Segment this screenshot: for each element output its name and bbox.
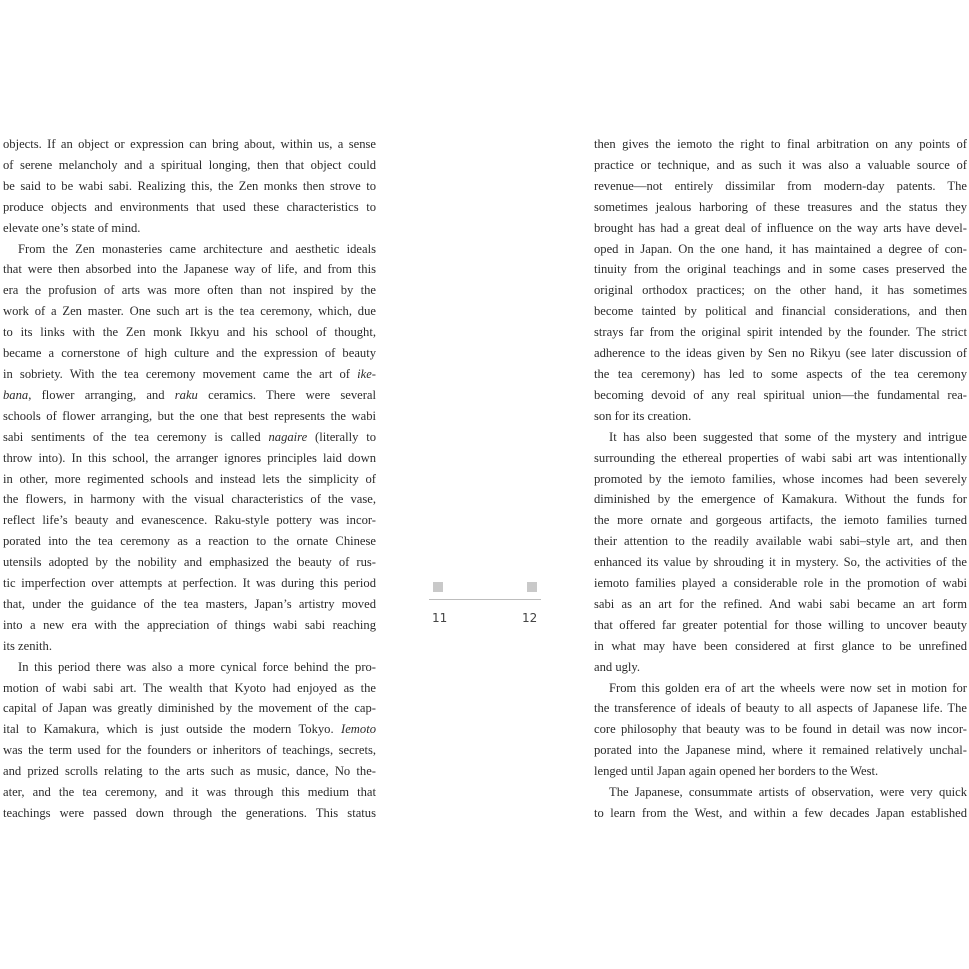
text-line-with-italic: in sobriety. With the tea ceremony movement came the art of ike- bbox=[3, 366, 376, 381]
text-line: in what may have been considered at first glance to be unrefined bbox=[594, 638, 967, 653]
text-line: core philosophy that beauty was to be found in detail was now incor- bbox=[594, 722, 967, 737]
text-line: to its links with the Zen monk Ikkyu and his school of thought, bbox=[3, 325, 376, 340]
text-line: strays far from the original spirit intended by the founder. The strict bbox=[594, 325, 967, 340]
text-line: enhanced its value by shrouding it in mystery. So, the activities of the bbox=[594, 555, 967, 570]
text-line: in other, more regimented schools and instead lets the simplicity of bbox=[3, 471, 376, 486]
folio-marker-right bbox=[527, 582, 537, 592]
text-line: elevate one’s state of mind. bbox=[3, 220, 141, 235]
text-line: brought has had a great deal of influence on the way arts have devel- bbox=[594, 220, 967, 235]
folio-marker-left bbox=[433, 582, 443, 592]
left-page-text bbox=[3, 134, 376, 824]
text-line: The Japanese, consummate artists of observation, were very quick bbox=[609, 785, 967, 800]
text-line: and prized scrolls relating to the arts such as music, dance, No the- bbox=[3, 764, 376, 779]
italic-term: nagaire bbox=[268, 429, 308, 444]
text-line: its zenith. bbox=[3, 638, 52, 653]
text-line: promoted by the iemoto families, whose incomes had been severely bbox=[594, 471, 967, 486]
right-page-text bbox=[594, 134, 967, 824]
text-line: era the profusion of arts was more often than not inspired by the bbox=[3, 283, 376, 298]
text-line-with-italic: bana, flower arranging, and raku ceramics. There were several bbox=[3, 387, 376, 402]
text-line: throw into). In this school, the arranger ignores principles laid down bbox=[3, 450, 376, 465]
folio-rule bbox=[429, 599, 541, 600]
text-line: became a cornerstone of high culture and the expression of beauty bbox=[3, 346, 376, 361]
text-line: be said to be wabi sabi. Realizing this, the Zen monks then strove to bbox=[3, 178, 376, 193]
text-line: to learn from the West, and within a few decades Japan established bbox=[594, 806, 967, 820]
text-line: and ugly. bbox=[594, 659, 641, 674]
text-line: practice or technique, and as such it was also a valuable source of bbox=[594, 157, 967, 172]
text-line: capital of Japan was greatly diminished by the movement of the cap- bbox=[3, 701, 376, 716]
text-line: that offered far greater potential for those willing to uncover beauty bbox=[594, 617, 967, 632]
text-line: revenue—not entirely dissimilar from modern-day patents. The bbox=[594, 178, 967, 193]
text-line: of serene melancholy and a spiritual longing, then that object could bbox=[3, 157, 376, 172]
text-line: surrounding the ethereal properties of wabi sabi art was intentionally bbox=[594, 450, 967, 465]
page-folio bbox=[429, 582, 541, 632]
text-line: lenged until Japan again opened her borders to the West. bbox=[594, 764, 879, 779]
text-line: produce objects and environments that used these characteristics to bbox=[3, 199, 376, 214]
text-line: porated into the Japanese mind, where it remained relatively unchal- bbox=[594, 743, 967, 758]
text-line: oped in Japan. On the one hand, it has maintained a degree of con- bbox=[594, 241, 967, 256]
page-number-left: 11 bbox=[432, 611, 448, 625]
text-line: the tea ceremony) has led to some aspects of the tea ceremony bbox=[594, 366, 967, 381]
text-line: son for its creation. bbox=[594, 408, 692, 423]
text-line: work of a Zen master. One such art is the tea ceremony, which, due bbox=[3, 304, 376, 319]
text-line-with-italic: ital to Kamakura, which is just outside the modern Tokyo. Iemoto bbox=[3, 722, 376, 737]
italic-term: Iemoto bbox=[341, 722, 376, 737]
text-line: tinuity from the original teachings and in some cases preserved the bbox=[594, 262, 967, 277]
text-line: then gives the iemoto the right to final arbitration on any points of bbox=[594, 137, 967, 151]
text-line: the more ornate and gorgeous artifacts, the iemoto families turned bbox=[594, 513, 967, 528]
text-line: iemoto families played a considerable role in the promotion of wabi bbox=[594, 576, 967, 591]
text-line: From the Zen monasteries came architecture and aesthetic ideals bbox=[18, 241, 376, 256]
italic-term: bana bbox=[3, 387, 29, 402]
italic-term: raku bbox=[174, 387, 198, 402]
page-number-right: 12 bbox=[522, 611, 538, 625]
text-line: porated into the tea ceremony as a reaction to the ornate Chinese bbox=[3, 534, 376, 549]
text-line: tic imperfection over attempts at perfection. It was during this period bbox=[3, 576, 376, 591]
text-line: was the term used for the founders or inheritors of teachings, secrets, bbox=[3, 743, 376, 758]
text-line: that, under the guidance of the tea masters, Japan’s artistry moved bbox=[3, 596, 376, 611]
text-line: From this golden era of art the wheels were now set in motion for bbox=[609, 680, 967, 695]
text-line: It has also been suggested that some of the mystery and intrigue bbox=[609, 429, 967, 444]
text-line: adherence to the ideas given by Sen no Rikyu (see later discussion of bbox=[594, 346, 967, 361]
text-line: the transference of ideals of beauty to all aspects of Japanese life. The bbox=[594, 701, 967, 716]
text-line: In this period there was also a more cynical force behind the pro- bbox=[18, 659, 376, 674]
text-line: utensils adopted by the nobility and emphasized the beauty of rus- bbox=[3, 555, 376, 570]
text-line: original orthodox practices; on the other hand, it has sometimes bbox=[594, 283, 967, 298]
text-line: objects. If an object or expression can bring about, within us, a sense bbox=[3, 137, 376, 151]
text-line: reflect life’s beauty and evanescence. Raku-style pottery was incor- bbox=[3, 513, 376, 528]
text-line-with-italic: sabi sentiments of the tea ceremony is called nagaire (literally to bbox=[3, 429, 377, 444]
text-line: sometimes jealous harboring of these treasures and the status they bbox=[594, 199, 967, 214]
text-line: into a new era with the appreciation of things wabi sabi reaching bbox=[3, 617, 376, 632]
text-line: ater, and the tea ceremony, and it was through this medium that bbox=[3, 785, 376, 800]
text-line: motion of wabi sabi art. The wealth that Kyoto had enjoyed as the bbox=[3, 680, 376, 695]
text-line: diminished by the emergence of Kamakura. Without the funds for bbox=[594, 492, 967, 507]
text-line: schools of flower arranging, but the one that best represents the wabi bbox=[3, 408, 376, 423]
text-line: their attention to the readily available wabi sabi–style art, and then bbox=[594, 534, 967, 549]
text-line: sabi as an art for the refined. And wabi sabi became an art form bbox=[594, 596, 967, 611]
text-line: become tainted by political and financial considerations, and then bbox=[594, 304, 967, 319]
italic-term: ike- bbox=[357, 366, 376, 381]
text-line: teachings were passed down through the generations. This status bbox=[3, 806, 376, 820]
text-line: that were then absorbed into the Japanese way of life, and from this bbox=[3, 262, 376, 277]
text-line: becoming devoid of any real spiritual union—the fundamental rea- bbox=[594, 387, 967, 402]
text-line: the flowers, in harmony with the visual characteristics of the vase, bbox=[3, 492, 376, 507]
